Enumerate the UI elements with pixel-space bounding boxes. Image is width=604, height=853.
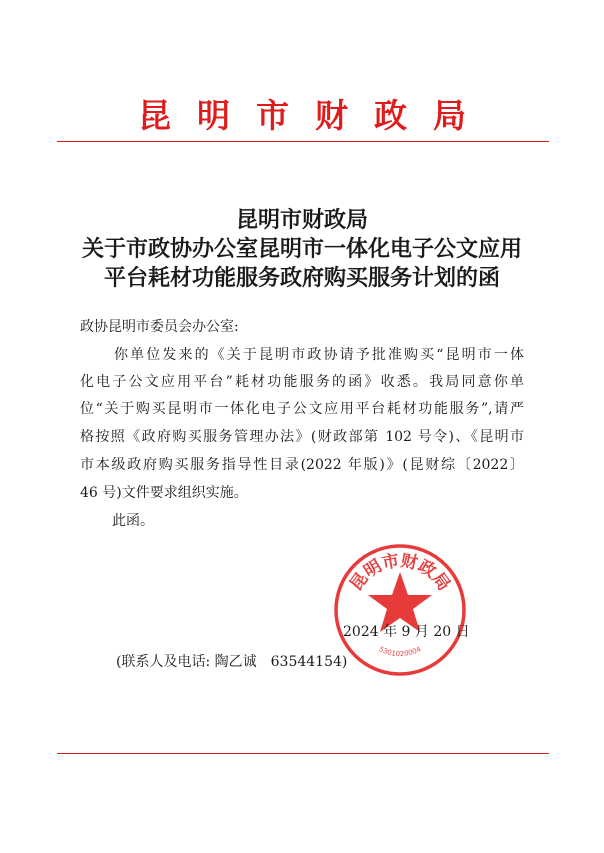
body-line-6: 46 号)文件要求组织实施。: [80, 485, 248, 501]
red-divider-top: [57, 141, 549, 142]
salutation: 政协昆明市委员会办公室:: [80, 319, 239, 335]
body-line-5: 市本级政府购买服务指导性目录(2022 年版)》(昆财综〔2022〕: [80, 457, 524, 473]
body-line-1: 你单位发来的《关于昆明市政协请予批准购买“昆明市一体: [114, 347, 524, 363]
body-line-2: 化电子公文应用平台”耗材功能服务的函》收悉。我局同意你单: [80, 374, 524, 390]
seal-code: 5301020004: [377, 645, 423, 659]
body-line-3: 位“关于购买昆明市一体化电子公文应用平台耗材功能服务”,请严: [80, 401, 524, 417]
document-title-line-2: 平台耗材功能服务政府购买服务计划的函: [103, 265, 500, 291]
document-title-line-1: 关于市政协办公室昆明市一体化电子公文应用: [81, 236, 522, 262]
closing: 此函。: [112, 513, 154, 529]
document-title-issuer: 昆明市财政局: [235, 207, 368, 233]
official-seal: [330, 540, 470, 680]
document-date: 2024 年 9 月 20 日: [343, 624, 470, 640]
body-line-4: 格按照《政府购买服务管理办法》(财政部第 102 号令)、《昆明市: [80, 429, 524, 445]
contact-info: (联系人及电话: 陶乙诚 63544154): [116, 654, 348, 670]
seal-text: 昆明市财政局: [346, 551, 454, 595]
issuer-masthead: 昆明市财政局: [138, 96, 492, 135]
red-divider-bottom: [57, 753, 549, 754]
